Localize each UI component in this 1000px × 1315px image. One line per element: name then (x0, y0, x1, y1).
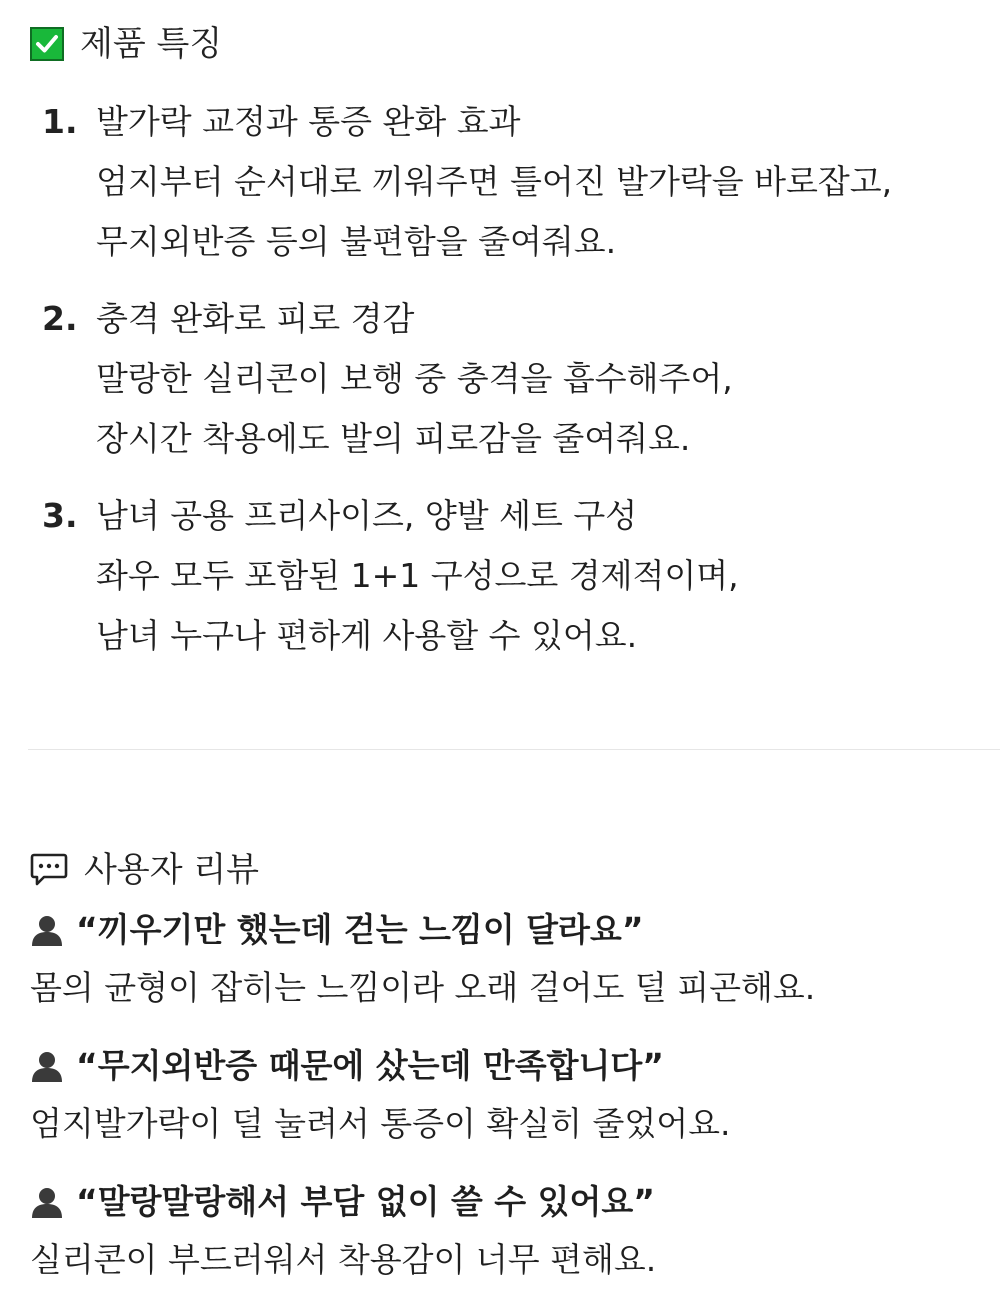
review-title-text: “끼우기만 했는데 걷는 느낌이 달라요” (76, 910, 644, 949)
feature-description-line: 장시간 착용에도 발의 피로감을 줄여줘요. (96, 419, 691, 458)
feature-item (42, 289, 972, 469)
features-heading-label: 제품 특징 (80, 24, 223, 64)
features-heading (30, 24, 222, 64)
feature-description-line: 무지외반증 등의 불편함을 줄여줘요. (96, 222, 617, 261)
check-box-icon (30, 27, 64, 61)
feature-number: 2. (42, 299, 78, 338)
review-body: 엄지발가락이 덜 눌려서 통증이 확실히 줄었어요. (30, 1104, 731, 1143)
speech-bubble-icon (30, 852, 68, 888)
feature-description-line: 남녀 누구나 편하게 사용할 수 있어요. (96, 616, 638, 655)
review-item (30, 1180, 990, 1282)
person-icon (30, 1185, 64, 1219)
review-title (30, 908, 990, 952)
feature-title: 남녀 공용 프리사이즈, 양발 세트 구성 (96, 496, 638, 535)
review-item (30, 1044, 990, 1146)
feature-item (42, 486, 972, 666)
feature-number: 3. (42, 496, 78, 535)
person-icon (30, 1049, 64, 1083)
review-title-text: “말랑말랑해서 부담 없이 쓸 수 있어요” (76, 1182, 655, 1221)
feature-number: 1. (42, 102, 78, 141)
review-item (30, 908, 990, 1010)
feature-item (42, 92, 972, 272)
feature-description-line: 엄지부터 순서대로 끼워주면 틀어진 발가락을 바로잡고, (96, 162, 893, 201)
person-icon (30, 913, 64, 947)
feature-description-line: 말랑한 실리콘이 보행 중 충격을 흡수해주어, (96, 359, 733, 398)
reviews-heading-label: 사용자 리뷰 (84, 850, 260, 890)
review-body: 실리콘이 부드러워서 착용감이 너무 편해요. (30, 1240, 657, 1279)
review-title (30, 1180, 990, 1224)
reviews-heading (30, 848, 259, 892)
review-title-text: “무지외반증 때문에 샀는데 만족합니다” (76, 1046, 664, 1085)
review-body: 몸의 균형이 잡히는 느낌이라 오래 걸어도 덜 피곤해요. (30, 968, 816, 1007)
feature-title: 발가락 교정과 통증 완화 효과 (96, 102, 521, 141)
section-divider (28, 749, 1000, 750)
review-title (30, 1044, 990, 1088)
feature-title: 충격 완화로 피로 경감 (96, 299, 415, 338)
feature-description-line: 좌우 모두 포함된 1+1 구성으로 경제적이며, (96, 556, 739, 595)
